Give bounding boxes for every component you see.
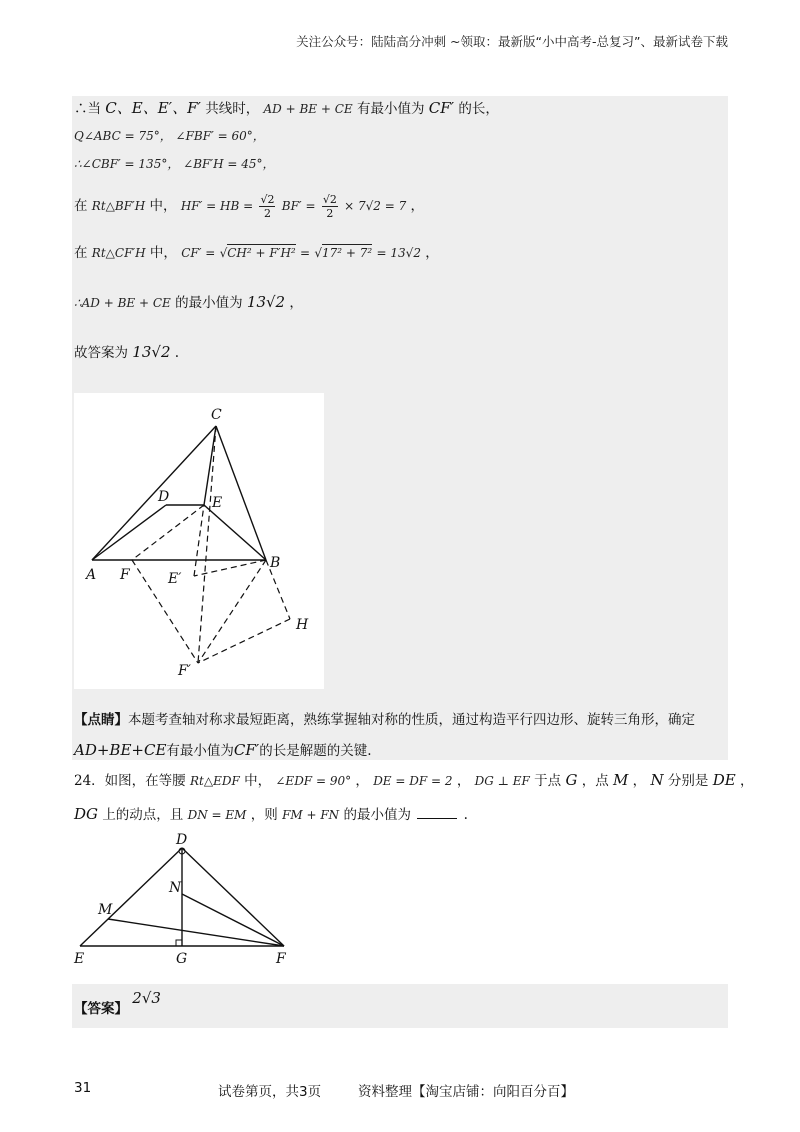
equation: DE = DF = 2 xyxy=(373,774,453,788)
dianjing-text: 本题考查轴对称求最短距离，熟练掌握轴对称的性质，通过构造平行四边形、旋转三角形，确定 xyxy=(128,712,695,728)
triangle: Rt△CF′H xyxy=(91,246,146,260)
label-M: M xyxy=(98,902,113,918)
label-E-prime: E′ xyxy=(168,571,182,587)
triangle: Rt△BF′H xyxy=(91,199,146,213)
denominator: 2 xyxy=(263,207,271,220)
label-C: C xyxy=(211,407,222,423)
page-number: 31 xyxy=(74,1080,92,1096)
denominator: 2 xyxy=(326,207,334,220)
solution-line-1 xyxy=(74,98,499,119)
expression: ∴∠CBF′ = 135°， ∠BF′H = 45°， xyxy=(74,157,275,171)
angle: ∠EDF = 90° xyxy=(275,774,352,788)
point: M xyxy=(613,771,629,789)
solution-line-6 xyxy=(74,292,303,313)
segment: CF′ xyxy=(233,741,260,759)
dianjing-line-2 xyxy=(74,740,372,761)
text: 的长是解题的关键. xyxy=(259,743,372,759)
text: 分别是 xyxy=(667,773,709,789)
text: 在 xyxy=(74,245,88,261)
text: ， xyxy=(632,773,647,789)
value: 13√2 xyxy=(246,293,286,311)
text: 中， xyxy=(149,245,177,261)
solution-line-5 xyxy=(74,240,439,266)
expression: Q∠ABC = 75°， ∠FBF′ = 60°， xyxy=(74,129,265,143)
right-angle-mark xyxy=(176,940,182,946)
label-E: E xyxy=(212,495,223,511)
fraction xyxy=(259,193,275,220)
points: C、E、E′、F′ xyxy=(105,99,201,117)
text: ， xyxy=(456,773,471,789)
expression: = 13√2 xyxy=(376,246,421,260)
geometry-figure-2 xyxy=(72,832,302,970)
solution-line-7 xyxy=(74,342,179,363)
radicand: 17² + 7² xyxy=(322,246,373,260)
expression: CF′ = xyxy=(181,246,216,260)
answer-block xyxy=(72,984,728,1028)
text: 的最小值为 xyxy=(175,295,243,311)
answer-line xyxy=(74,989,161,1019)
label-A: A xyxy=(86,567,97,583)
expression: × 7√2 = 7 xyxy=(344,199,407,213)
expression: HF′ = HB = xyxy=(180,199,254,213)
expression: AD+BE+CE xyxy=(74,741,167,759)
text: ，则 xyxy=(250,807,278,823)
equation: DN = EM xyxy=(187,808,247,822)
text: 的最小值为 xyxy=(343,807,411,823)
geometry-figure-1 xyxy=(74,393,324,689)
label-B: B xyxy=(270,555,281,571)
text: 故答案为 xyxy=(74,345,128,361)
solution-line-3 xyxy=(74,154,275,174)
point: N xyxy=(650,771,664,789)
label-F-prime: F′ xyxy=(178,663,191,679)
triangle: Rt△EDF xyxy=(189,774,240,788)
text: 在 xyxy=(74,198,88,214)
label-N: N xyxy=(169,880,182,896)
fraction xyxy=(322,193,338,220)
expression: BF′ = xyxy=(281,199,316,213)
answer-value: 2√3 xyxy=(132,989,161,1007)
numerator: √2 xyxy=(260,193,275,206)
expression: FM + FN xyxy=(282,808,340,822)
radicand: CH² + F′H² xyxy=(227,246,296,260)
text: 中， xyxy=(149,198,177,214)
dianjing-tag: 【点睛】 xyxy=(74,712,128,728)
answer-tag: 【答案】 xyxy=(74,1001,128,1017)
segment-DF xyxy=(182,848,284,946)
label-G: G xyxy=(176,951,188,967)
label-E: E xyxy=(74,951,85,967)
text: ， xyxy=(425,245,439,261)
answer-blank xyxy=(417,818,457,819)
expression: AD + BE + CE xyxy=(263,102,353,116)
segment: DE xyxy=(712,771,736,789)
segment: CF′ xyxy=(428,99,455,117)
text: 共线时， xyxy=(205,101,260,117)
dianjing-line-1 xyxy=(74,710,695,730)
text: 上的动点，且 xyxy=(102,807,184,823)
label-F: F xyxy=(276,951,286,967)
text: 的长， xyxy=(458,101,499,117)
numerator: √2 xyxy=(322,193,337,206)
solution-line-2 xyxy=(74,126,265,146)
point: G xyxy=(565,771,578,789)
text: 有最小值为 xyxy=(166,743,234,759)
footer-page-info: 试卷第页，共3页 xyxy=(218,1084,322,1100)
segment-ED xyxy=(80,848,182,946)
label-H: H xyxy=(296,617,309,633)
equals: = xyxy=(300,246,311,260)
label-F: F xyxy=(120,567,130,583)
text: 有最小值为 xyxy=(356,101,425,117)
perpendicular: DG ⊥ EF xyxy=(474,774,530,788)
text: ， xyxy=(355,773,369,789)
expression: ∴AD + BE + CE xyxy=(74,296,171,310)
text: . xyxy=(463,807,468,823)
radical: √CH² + F′H² xyxy=(219,246,296,260)
solution-line-4 xyxy=(74,192,424,220)
question-number: 24．如图，在等腰 xyxy=(74,773,186,789)
text: ∴当 xyxy=(74,101,101,117)
segment: DG xyxy=(74,805,99,823)
text: ， xyxy=(739,773,754,789)
label-D: D xyxy=(176,832,188,848)
value: 13√2 xyxy=(132,343,171,361)
question-24-line-1 xyxy=(74,770,753,791)
text: 于点 xyxy=(534,773,562,789)
text: 中， xyxy=(244,773,272,789)
radical: √17² + 7² xyxy=(314,246,373,260)
question-24-line-2 xyxy=(74,804,468,825)
text: ， xyxy=(289,295,303,311)
footer-source: 资料整理【淘宝店铺：向阳百分百】 xyxy=(358,1084,574,1100)
page-header: 关注公众号：陆陆高分冲刺 ~领取：最新版“小中高考-总复习”、最新试卷下载 xyxy=(296,34,728,49)
label-D: D xyxy=(158,489,170,505)
text: . xyxy=(174,345,180,361)
text: ，点 xyxy=(581,773,609,789)
text: ， xyxy=(410,198,425,214)
